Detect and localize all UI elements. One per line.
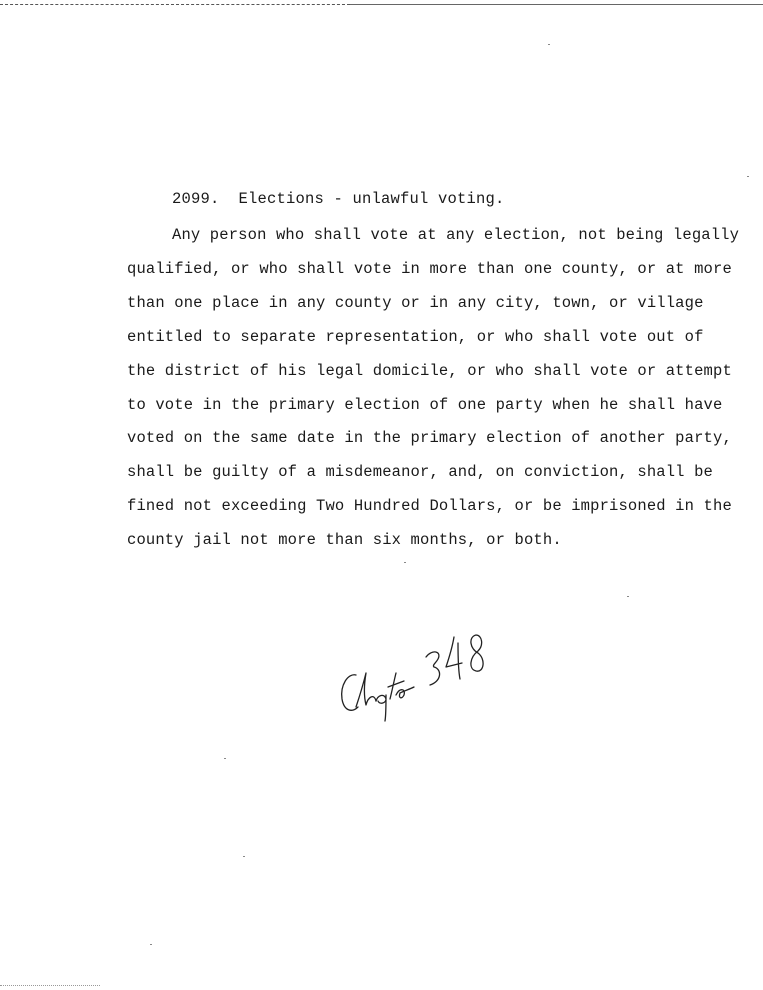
paragraph-line: to vote in the primary election of one party when he shall have	[127, 396, 723, 414]
scan-speck	[747, 176, 749, 177]
paragraph-line: Any person who shall vote at any election, not being legally	[172, 226, 740, 244]
paragraph-line: than one place in any county or in any city, town, or village	[127, 294, 704, 312]
scan-top-edge	[0, 0, 763, 8]
paragraph-line: entitled to separate representation, or who shall vote out of	[127, 328, 704, 346]
scan-speck	[224, 758, 226, 759]
scan-speck	[548, 44, 550, 45]
paragraph-line: fined not exceeding Two Hundred Dollars, or be imprisoned in the	[127, 497, 732, 515]
scan-speck	[404, 562, 406, 563]
paragraph-line: shall be guilty of a misdemeanor, and, on conviction, shall be	[127, 463, 713, 481]
scan-edge-dashes	[0, 4, 350, 5]
scan-edge-line	[350, 4, 763, 5]
scan-speck	[627, 596, 629, 597]
paragraph-line: voted on the same date in the primary election of another party,	[127, 429, 732, 447]
paragraph-line: the district of his legal domicile, or who shall vote or attempt	[127, 362, 732, 380]
scan-speck	[243, 856, 245, 857]
scan-bottom-edge	[0, 985, 100, 986]
scan-speck	[150, 944, 152, 945]
paragraph-line: qualified, or who shall vote in more than one county, or at more	[127, 260, 732, 278]
paragraph-line: county jail not more than six months, or both.	[127, 531, 562, 549]
section-heading: 2099. Elections - unlawful voting.	[172, 190, 505, 208]
handwritten-signature	[330, 615, 500, 725]
